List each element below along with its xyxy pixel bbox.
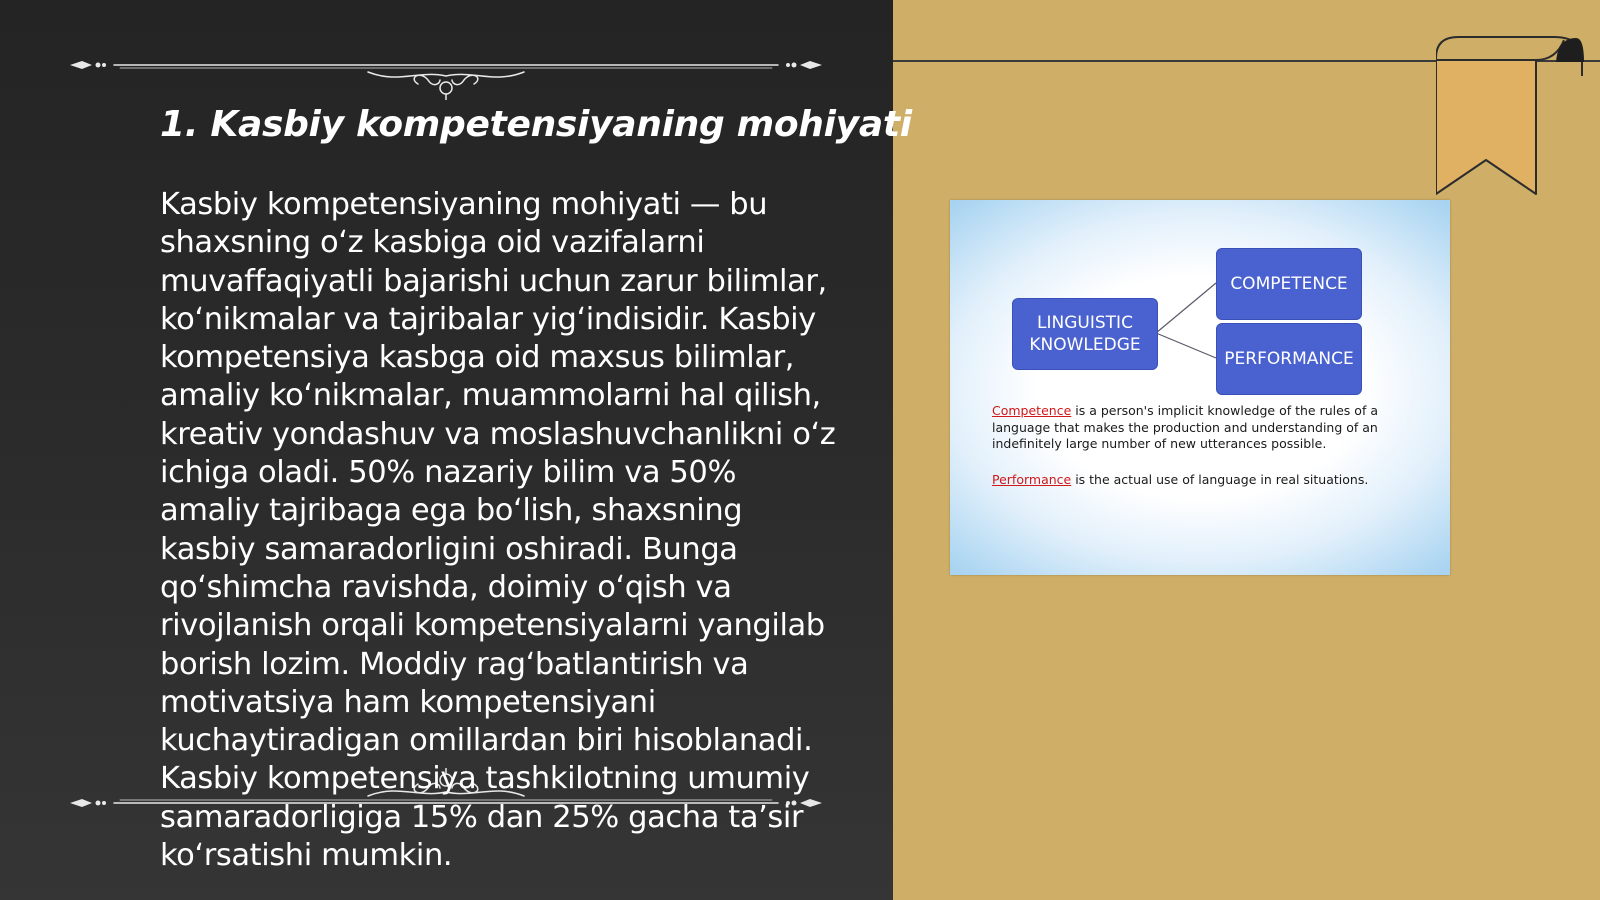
definition-performance-text: is the actual use of language in real situations. xyxy=(1071,472,1369,487)
box-linguistic-knowledge xyxy=(1012,298,1158,370)
definition-performance xyxy=(992,472,1412,489)
box-linguistic-knowledge-label xyxy=(1029,312,1140,356)
definition-competence-term: Competence xyxy=(992,403,1072,418)
slide-body-text: Kasbiy kompetensiyaning mohiyati — bu shaxsning oʻz kasbiga oid vazifalarni muvaffaqiyatli bajarishi uchun zarur bilimlar, koʻnikmalar va tajribalar yigʻindisidir. Kasbiy kompetensiya kasbga oid maxsus bilimlar, amaliy koʻnikmalar, muammolarni hal qilish, kreativ yondashuv va moslashuvchanlikni oʻz ichiga oladi. 50% nazariy bilim va 50% amaliy tajribaga ega boʻlish, shaxsning kasbiy samaradorligini oshiradi. Bunga qoʻshimcha ravishda, doimiy oʻqish va rivojlanish orqali kompetensiyalarni yangilab borish lozim. Moddiy ragʻbatlantirish va motivatsiya ham kompetensiyani kuchaytiradigan omillardan biri hisoblanadi. Kasbiy kompetensiya tashkilotning umumiy samaradorligiga 15% dan 25% gacha taʼsir koʻrsatishi mumkin. xyxy=(160,187,836,874)
box-performance-label: PERFORMANCE xyxy=(1224,349,1354,369)
ornamental-divider-top xyxy=(68,50,824,100)
definition-performance-term: Performance xyxy=(992,472,1072,487)
definition-competence-text: is a person's implicit knowledge of the rules of a language that makes the production and understanding of an indefinitely large number of new utterances possible. xyxy=(992,403,1378,451)
box-competence-label: COMPETENCE xyxy=(1230,274,1348,294)
box-competence xyxy=(1216,248,1362,320)
box-linguistic-line1: LINGUISTIC xyxy=(1037,313,1133,333)
box-linguistic-line2: KNOWLEDGE xyxy=(1029,335,1141,355)
definition-competence xyxy=(992,403,1412,453)
slide-title: 1. Kasbiy kompetensiyaning mohiyati xyxy=(160,104,912,145)
linguistic-knowledge-diagram xyxy=(950,200,1450,575)
bookmark-ribbon-icon xyxy=(1436,36,1584,200)
box-performance xyxy=(1216,323,1362,395)
diagram-connectors xyxy=(950,200,1450,575)
